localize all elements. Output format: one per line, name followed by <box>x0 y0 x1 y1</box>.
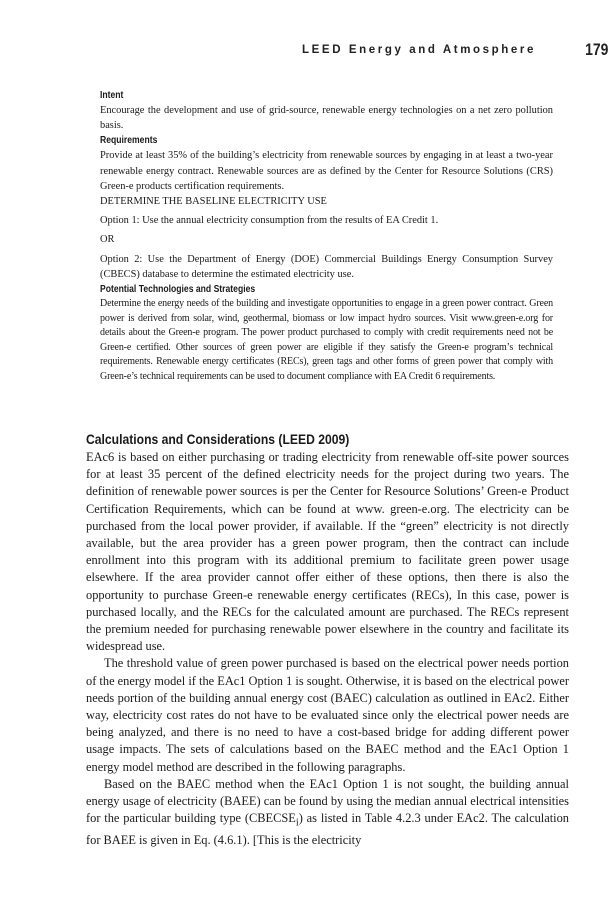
option-2-text: Option 2: Use the Department of Energy (DOE) Commercial Buildings Energy Consumption Survey (CBECS) database to determine the estimated electricity use. <box>100 253 553 280</box>
baseline-heading: DETERMINE THE BASELINE ELECTRICITY USE <box>100 196 327 208</box>
section-body <box>86 449 569 849</box>
strategies-heading: Potential Technologies and Strategies <box>100 284 256 296</box>
page-number: 179 <box>584 40 608 59</box>
paragraph-3-end: ) as listed in Table 4.2.3 under EAc2. The calculation for BAEE is given in Eq. (4.6.1). [This is the electricity <box>86 811 569 847</box>
paragraph-1: EAc6 is based on either purchasing or trading electricity from renewable off-site power sources for at least 35 percent of the defined electricity needs for the project during two years. The definition of renewable power sources is per the Center for Resource Solutions’ Green-e Product Certification Requirements, which can be found at www. green-e.org. The electricity can be purchased from the local power provider, if available. If the “green” electricity is not directly available, but the area provider has a green power program, then the contract can include enrollment into this program with its additional premium to facilitate green power usage elsewhere. If the area provider cannot offer either of these options, then there is also the opportunity to purchase Green-e renewable energy certificates (RECs), In this case, power is purchased locally, and the RECs for the calculated amount are purchased. The RECs represent the premium needed for purchasing renewable power elsewhere in the country and facilitate its widespread use. <box>86 450 569 654</box>
requirements-text: Provide at least 35% of the building’s electricity from renewable sources by engaging in at least a two-year renewable energy contract. Renewable sources are as defined by the Center for Resource Solutions (CRS) Green-e products certification requirements. <box>100 150 553 192</box>
section-heading: Calculations and Considerations (LEED 2009) <box>86 432 350 447</box>
option-1-text: Option 1: Use the annual electricity consumption from the results of EA Credit 1. <box>100 215 439 227</box>
or-text: OR <box>100 234 115 246</box>
paragraph-3-start: Based on the BAEC method when the EAc1 Option 1 is not sought, the building annual energy usage of electricity (BAEE) can be found by using the median annual electrical intensities for the particular building type (CBECSE <box>86 776 569 826</box>
requirements-heading: Requirements <box>100 135 158 147</box>
paragraph-3 <box>86 776 569 849</box>
intent-text: Encourage the development and use of grid-source, renewable energy technologies on a net zero pollution basis. <box>100 105 553 132</box>
paragraph-3-subscript: i <box>295 817 299 829</box>
intent-heading: Intent <box>100 90 124 101</box>
paragraph-2: The threshold value of green power purchased is based on the electrical power needs portion of the energy model if the EAc1 Option 1 is sought. Otherwise, it is based on the electrical power needs portion of the building annual energy cost (BAEC) calculation as outlined in EAc2. Either way, electricity cost rates do not have to be evaluated since only the electrical power needs are being analyzed, and there is no need to have a cost-based bridge for adding different power usage impacts. The sets of calculations based on the BAEC method and the EAc1 Option 1 energy model method are described in the following paragraphs. <box>86 656 569 774</box>
running-head: LEED Energy and Atmosphere <box>302 44 536 56</box>
credit-box <box>100 88 553 385</box>
strategies-text: Determine the energy needs of the building and investigate opportunities to engage in a green power contract. Green power is derived from solar, wind, geothermal, biomass or low impact hydro sources. Visit www.green-e.org for details about the Green-e program. The power product purchased to comply with credit requirements need not be Green-e certified. Other sources of green power are eligible if they satisfy the Green-e program’s technical requirements. Renewable energy certificates (RECs), green tags and other forms of green power that comply with Green-e’s technical requirements can be used to document compliance with EA Credit 6 requirements. <box>100 298 553 382</box>
